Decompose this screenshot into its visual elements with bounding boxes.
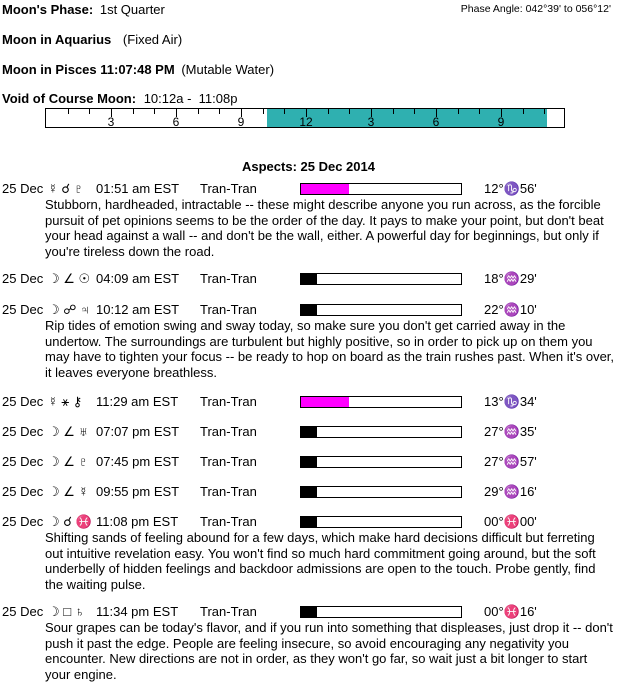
aspect-header	[2, 394, 614, 410]
moon-sign-label: Moon in Aquarius	[2, 32, 112, 47]
void-of-course-label: Void of Course Moon:	[2, 91, 137, 106]
aspect-type: Tran-Tran	[200, 302, 257, 317]
aspect-strength-fill	[301, 457, 317, 467]
aspect-description: Sour grapes can be today's flavor, and if you run into something that displeases, just drop it -- don't push it past the edge. People are feeling insecure, so avoid encouraging any negativity you encounter. New directions are not in order, as they won't go far, so wait just a bit longer to start your engine.	[45, 620, 613, 682]
void-of-course	[2, 91, 237, 106]
aspect-strength-fill	[301, 487, 317, 497]
aspect-time: 11:08 pm EST	[96, 514, 179, 529]
aspect-position: 27°♒35'	[484, 424, 537, 439]
aspect-strength-bar	[300, 183, 462, 195]
aspect-header	[2, 271, 614, 287]
timeline-hour-label: 9	[497, 115, 505, 129]
aspect-header	[2, 484, 614, 500]
aspect-glyphs: ☽ ☌ ♓	[48, 514, 92, 529]
aspect-header	[2, 514, 614, 530]
aspect-strength-bar	[300, 606, 462, 618]
timeline-tick	[458, 109, 459, 114]
aspects-title: Aspects: 25 Dec 2014	[242, 159, 375, 174]
moon-ingress-quality: (Mutable Water)	[181, 62, 275, 77]
timeline-tick	[154, 109, 155, 114]
aspect-description: Rip tides of emotion swing and sway today, so make sure you don't get carried away in the undertow. The surroundings are turbulent but highly positive, so in order to pick up on them you may have to tighten your focus -- be ready to hop on board as the train rushes past. When it's over, it leaves everyone breathless.	[45, 318, 615, 380]
aspect-strength-bar	[300, 456, 462, 468]
aspect-time: 01:51 am EST	[96, 181, 180, 196]
timeline-tick	[349, 109, 350, 114]
aspect-strength-fill	[301, 274, 317, 284]
aspect-header	[2, 604, 614, 620]
aspect-date: 25 Dec	[2, 484, 44, 499]
aspect-strength-bar	[300, 304, 462, 316]
aspect-glyphs: ☽ □ ♄	[48, 604, 85, 619]
aspect-item	[2, 424, 614, 440]
aspect-strength-fill	[301, 305, 317, 315]
moon-phase-value: 1st Quarter	[99, 2, 165, 17]
moon-phase	[2, 2, 165, 17]
moon-ingress-label: Moon in Pisces 11:07:48 PM	[2, 62, 175, 77]
timeline-tick	[544, 109, 545, 114]
aspect-time: 07:45 pm EST	[96, 454, 180, 469]
timeline-hour-label: 3	[107, 115, 115, 129]
moon-ingress	[2, 62, 274, 77]
aspect-type: Tran-Tran	[200, 394, 257, 409]
phase-angle	[461, 3, 611, 15]
void-of-course-timeline	[45, 108, 565, 128]
aspect-position: 00°♓00'	[484, 514, 537, 529]
timeline-hour-label: 9	[237, 115, 245, 129]
aspect-position: 22°♒10'	[484, 302, 537, 317]
aspect-item	[2, 454, 614, 470]
aspect-type: Tran-Tran	[200, 484, 257, 499]
timeline-tick	[68, 109, 69, 114]
aspect-date: 25 Dec	[2, 302, 44, 317]
timeline-hour-label: 3	[367, 115, 375, 129]
aspect-date: 25 Dec	[2, 454, 44, 469]
aspect-strength-fill	[301, 184, 349, 194]
timeline-hour-label: 6	[172, 115, 180, 129]
moon-phase-label: Moon's Phase:	[2, 2, 94, 17]
timeline-tick	[284, 109, 285, 114]
aspect-strength-fill	[301, 517, 317, 527]
aspect-date: 25 Dec	[2, 394, 44, 409]
aspect-date: 25 Dec	[2, 181, 44, 196]
aspect-position: 00°♓16'	[484, 604, 537, 619]
aspect-date: 25 Dec	[2, 604, 44, 619]
aspect-glyphs: ☽ ∠ ☉	[48, 271, 91, 286]
aspect-glyphs: ☽ ∠ ♅	[48, 424, 89, 439]
aspect-item	[2, 484, 614, 500]
aspect-strength-bar	[300, 486, 462, 498]
aspect-type: Tran-Tran	[200, 424, 257, 439]
aspect-glyphs: ☿ ☌ ♇	[48, 181, 84, 196]
aspect-header	[2, 181, 614, 197]
phase-angle-label: Phase Angle:	[460, 3, 523, 15]
aspect-position: 27°♒57'	[484, 454, 537, 469]
timeline-tick	[263, 109, 264, 114]
aspect-type: Tran-Tran	[200, 514, 257, 529]
aspect-item	[2, 514, 614, 592]
aspect-strength-fill	[301, 607, 317, 617]
aspect-position: 13°♑34'	[484, 394, 537, 409]
aspect-time: 04:09 am EST	[96, 271, 180, 286]
aspect-strength-fill	[301, 397, 349, 407]
aspect-header	[2, 302, 614, 318]
aspect-time: 07:07 pm EST	[96, 424, 180, 439]
timeline-tick	[479, 109, 480, 114]
timeline-hour-label: 6	[432, 115, 440, 129]
moon-sign-quality: (Fixed Air)	[122, 32, 183, 47]
timeline-hour-label: 12	[299, 115, 313, 129]
aspect-item	[2, 302, 614, 380]
aspect-strength-bar	[300, 396, 462, 408]
timeline-tick	[89, 109, 90, 114]
aspect-position: 12°♑56'	[484, 181, 537, 196]
aspect-strength-bar	[300, 516, 462, 528]
aspect-strength-fill	[301, 427, 317, 437]
aspect-time: 11:34 pm EST	[96, 604, 179, 619]
aspect-date: 25 Dec	[2, 514, 44, 529]
aspect-strength-bar	[300, 273, 462, 285]
aspect-description: Stubborn, hardheaded, intractable -- these might describe anyone you run across, as the forcible pursuit of pet opinions seems to be the order of the day. It pays to make your point, but don't beat your head against a wall -- and don't be the wall, either. A powerful day for beginnings, but only if you're tireless down the road.	[45, 197, 604, 259]
timeline-tick	[133, 109, 134, 114]
aspect-time: 09:55 pm EST	[96, 484, 180, 499]
moon-sign	[2, 32, 182, 47]
aspect-type: Tran-Tran	[200, 271, 257, 286]
timeline-tick	[523, 109, 524, 114]
aspect-glyphs: ☿ ⚹ ⚷	[48, 394, 83, 409]
timeline-tick	[328, 109, 329, 114]
aspect-date: 25 Dec	[2, 271, 44, 286]
aspect-time: 10:12 am EST	[96, 302, 180, 317]
aspect-header	[2, 454, 614, 470]
aspect-position: 18°♒29'	[484, 271, 537, 286]
timeline-tick	[198, 109, 199, 114]
aspect-type: Tran-Tran	[200, 181, 257, 196]
aspect-type: Tran-Tran	[200, 604, 257, 619]
aspect-glyphs: ☽ ∠ ♇	[48, 454, 89, 469]
aspect-header	[2, 424, 614, 440]
aspect-time: 11:29 am EST	[96, 394, 179, 409]
aspect-glyphs: ☽ ☍ ♃	[48, 302, 90, 317]
aspect-type: Tran-Tran	[200, 454, 257, 469]
aspect-glyphs: ☽ ∠ ☿	[48, 484, 89, 499]
aspect-item	[2, 604, 614, 682]
timeline-tick	[219, 109, 220, 114]
aspect-item	[2, 181, 614, 259]
aspect-description: Shifting sands of feeling abound for a few days, which make hard decisions difficult but ferreting out intuitive revelation easy. You won't find so much hard commitment going around, but the soft underbelly of hidden feelings and backdoor admissions are open to the touch. Probe gently, find the waiting pulse.	[45, 530, 596, 592]
aspect-date: 25 Dec	[2, 424, 44, 439]
aspect-position: 29°♒16'	[484, 484, 537, 499]
aspect-item	[2, 271, 614, 287]
aspect-strength-bar	[300, 426, 462, 438]
void-of-course-value: 10:12a - 11:08p	[143, 91, 238, 106]
timeline-tick	[414, 109, 415, 114]
aspect-item	[2, 394, 614, 410]
timeline-tick	[393, 109, 394, 114]
phase-angle-value: 042°39' to 056°12'	[525, 3, 611, 15]
